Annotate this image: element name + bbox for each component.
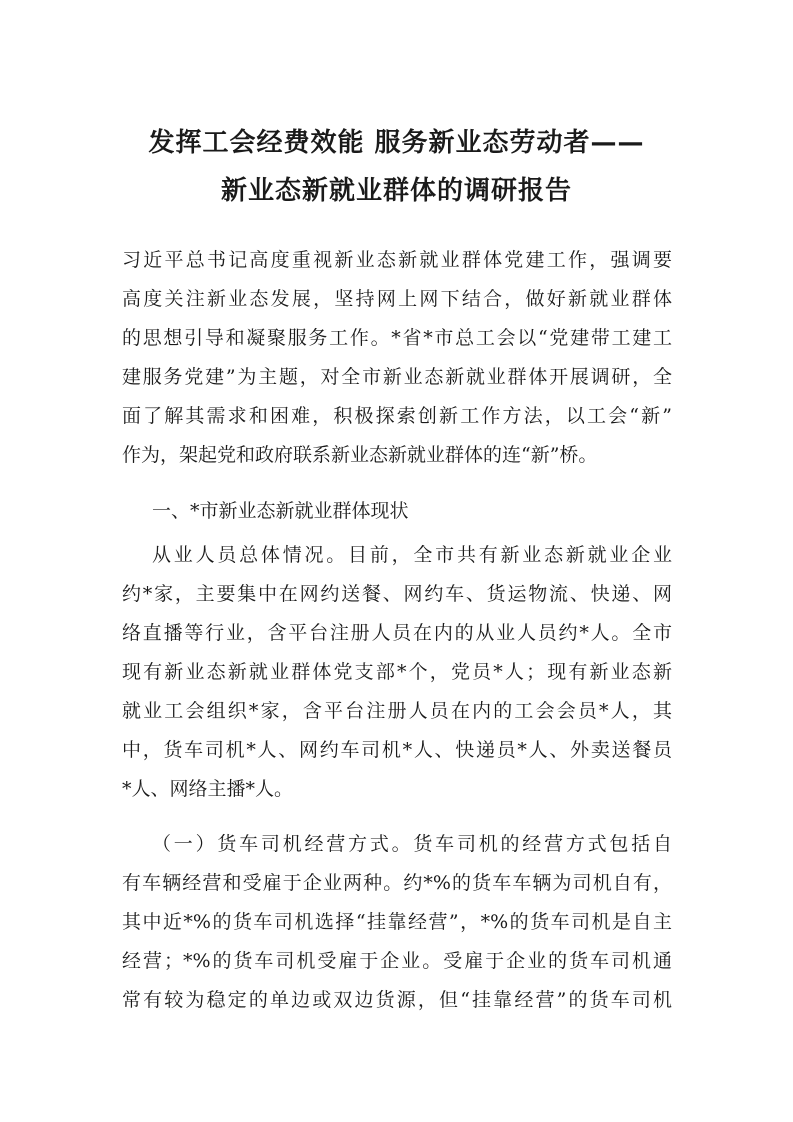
body-line: 现有新业态新就业群体党支部*个，党员*人；现有新业态新 [122,661,672,683]
body-line: 建服务党建”为主题，对全市新业态新就业群体开展调研，全 [122,366,672,388]
body-line: 的思想引导和凝聚服务工作。*省*市总工会以“党建带工建工 [122,327,672,349]
body-line: （一）货车司机经营方式。货车司机的经营方式包括自 [152,833,672,855]
body-line: 常有较为稳定的单边或双边货源，但“挂靠经营”的货车司机 [122,989,672,1011]
body-line: 作为，架起党和政府联系新业态新就业群体的连“新”桥。 [122,444,598,466]
document-title-line-2: 新业态新就业群体的调研报告 [220,176,572,206]
body-line: 约*家，主要集中在网约送餐、网约车、货运物流、快递、网 [122,583,672,605]
body-line: 高度关注新业态发展，坚持网上网下结合，做好新就业群体 [122,288,672,310]
body-line: 中，货车司机*人、网约车司机*人、快递员*人、外卖送餐员 [122,739,672,761]
body-line: 从业人员总体情况。目前，全市共有新业态新就业企业 [152,544,672,566]
body-line: 习近平总书记高度重视新业态新就业群体党建工作，强调要 [122,249,672,271]
section-heading: 一、*市新业态新就业群体现状 [152,500,409,522]
body-line: 其中近*%的货车司机选择“挂靠经营”，*%的货车司机是自主 [122,911,672,933]
body-line: 经营；*%的货车司机受雇于企业。受雇于企业的货车司机通 [122,950,672,972]
body-line: 有车辆经营和受雇于企业两种。约*%的货车车辆为司机自有， [122,872,672,894]
body-line: *人、网络主播*人。 [122,778,294,800]
body-line: 面了解其需求和困难，积极探索创新工作方法，以工会“新” [122,405,672,427]
document-title-line-1: 发挥工会经费效能 服务新业态劳动者—— [148,128,645,158]
body-line: 就业工会组织*家，含平台注册人员在内的工会会员*人，其 [122,700,672,722]
body-line: 络直播等行业，含平台注册人员在内的从业人员约*人。全市 [122,622,672,644]
